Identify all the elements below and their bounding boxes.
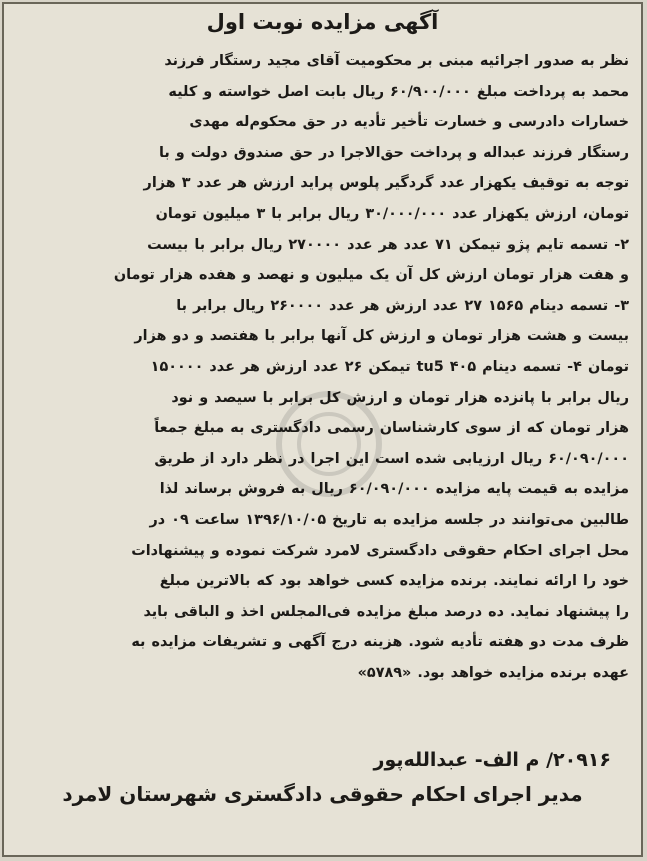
body-line: ۳- تسمه دینام ۱۵۶۵ ۲۷ عدد ارزش هر عدد ۲۶۰۰۰۰ ریال برابر با bbox=[176, 297, 629, 314]
body-line: و هفت هزار تومان ارزش کل آن یک میلیون و نهصد و هفده هزار تومان bbox=[113, 267, 629, 284]
body-line: خود را ارائه نمایند. برنده مزایده کسی خواهد بود که بالاترین مبلغ bbox=[159, 573, 629, 590]
body-line: تومان ۴- تسمه دینام tu5 ۴۰۵ تیمکن ۲۶ عدد ارزش هر عدد ۱۵۰۰۰۰ bbox=[150, 358, 629, 375]
body-line: ۲- تسمه تایم پژو تیمکن ۷۱ عدد هر عدد ۲۷۰۰۰۰ ریال برابر با بیست bbox=[147, 236, 629, 253]
notice-title: آگهی مزایده نوبت اول bbox=[206, 10, 439, 34]
body-line: محمد به پرداخت مبلغ ۶۰/۹۰۰/۰۰۰ ریال بابت اصل خواسته و کلیه bbox=[168, 83, 629, 100]
body-line: را پیشنهاد نماید. ده درصد مبلغ مزایده فی‌المجلس اخذ و الباقی باید bbox=[143, 603, 629, 620]
body-line: رستگار فرزند عبداله و پرداخت حق‌الاجرا در حق صندوق دولت و با bbox=[158, 144, 629, 161]
body-line: ریال برابر با پانزده هزار تومان و ارزش کل برابر با سیصد و نود bbox=[171, 389, 629, 406]
body-line: نظر به صدور اجرائیه مبنی بر محکومیت آقای مجید رستگار فرزند bbox=[164, 53, 629, 69]
body-line: عهده برنده مزایده خواهد بود. «۵۷۸۹» bbox=[357, 664, 629, 681]
body-line: بیست و هشت هزار تومان و ارزش کل آنها برابر با هفتصد و دو هزار bbox=[134, 328, 629, 345]
body-line: مزایده به قیمت پایه مزایده ۶۰/۰۹۰/۰۰۰ ریال به فروش برساند لذا bbox=[159, 481, 629, 498]
notice-sheet bbox=[2, 2, 643, 857]
body-line: تومان، ارزش یکهزار عدد ۳۰/۰۰۰/۰۰۰ ریال برابر با ۳ میلیون تومان bbox=[155, 205, 629, 222]
body-line: توجه به توقیف یکهزار عدد گردگیر پلوس پراید ارزش هر عدد ۳ هزار bbox=[143, 175, 629, 192]
body-line: خسارات دادرسی و خسارت تأخیر تأدیه در حق محکوم‌له مهدی bbox=[189, 114, 629, 131]
signature-line: مدیر اجرای احکام حقوقی دادگستری شهرستان لامرد bbox=[62, 782, 583, 806]
body-line: ۶۰/۰۹۰/۰۰۰ ریال ارزیابی شده است این اجرا در نظر دارد از طریق bbox=[154, 450, 629, 467]
body-line: ظرف مدت دو هفته تأدیه شود. هزینه درج آگهی و تشریفات مزایده به bbox=[131, 634, 629, 651]
notice-body bbox=[16, 46, 629, 688]
body-line: هزار تومان که از سوی کارشناسان رسمی دادگستری به مبلغ جمعاً bbox=[154, 420, 629, 437]
body-line: محل اجرای احکام حقوقی دادگستری لامرد شرکت نموده و پیشنهادات bbox=[131, 542, 629, 559]
reference-number: ۲۰۹۱۶/ م الف- عبدالله‌پور bbox=[373, 749, 611, 771]
body-line: طالبین می‌توانند در جلسه مزایده به تاریخ ۱۳۹۶/۱۰/۰۵ ساعت ۰۹ در bbox=[149, 511, 629, 528]
